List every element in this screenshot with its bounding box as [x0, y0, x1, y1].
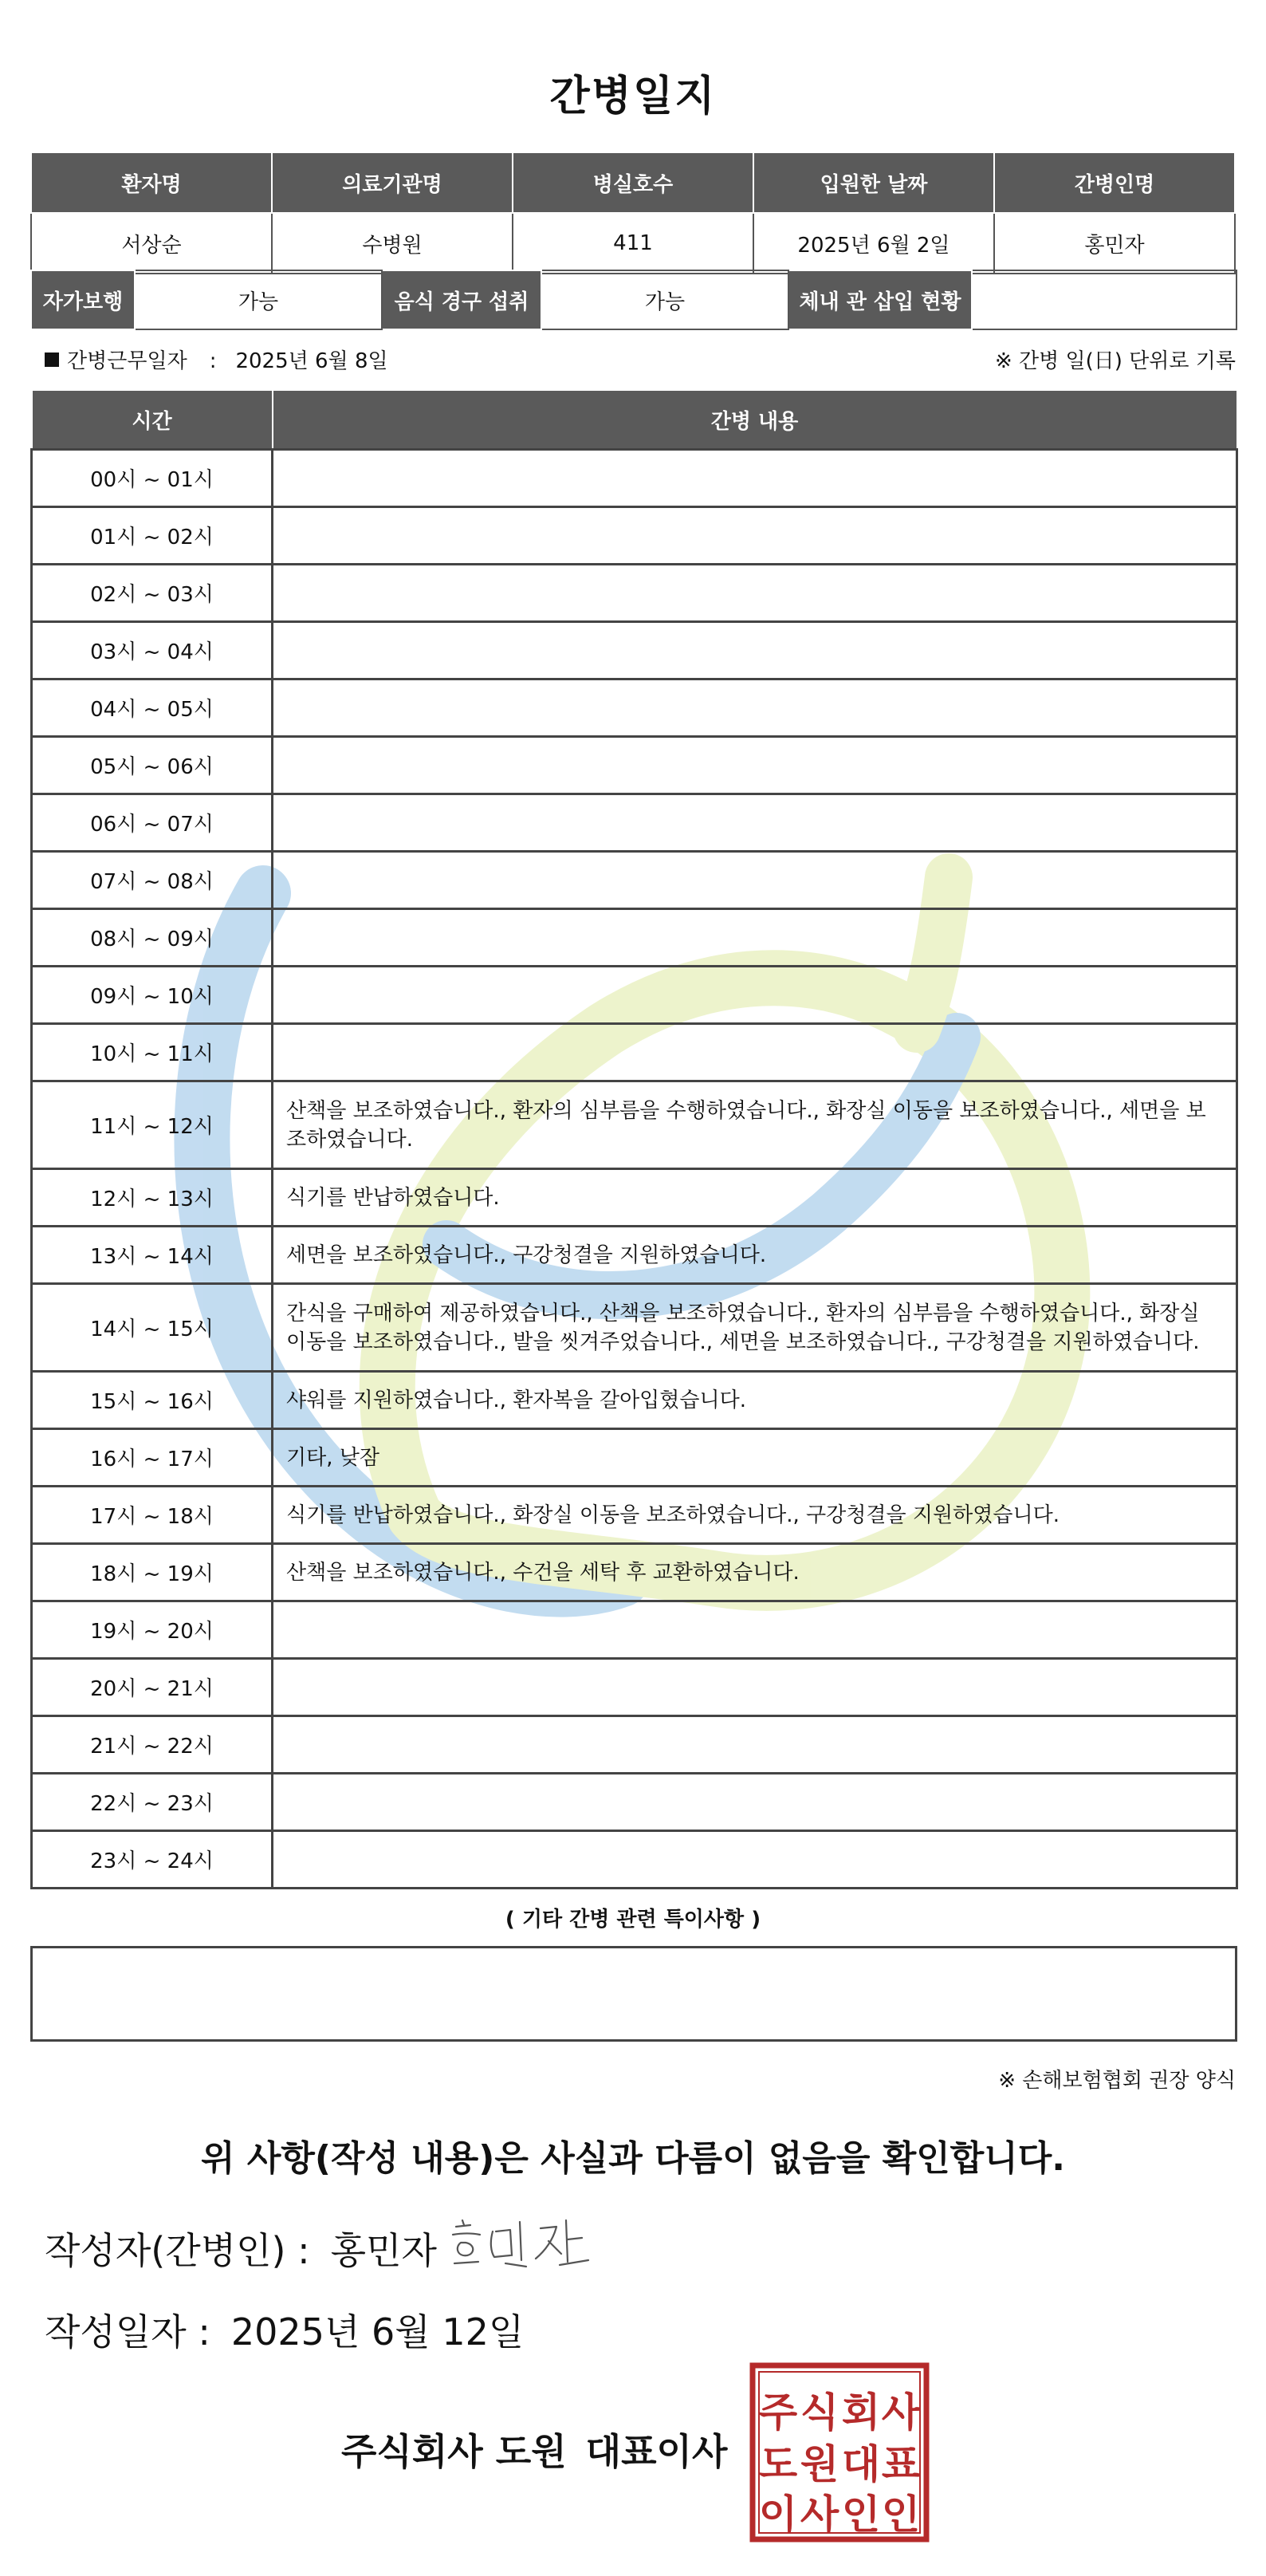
log-time-cell: 03시 ~ 04시 [32, 622, 273, 679]
log-content-cell [273, 1024, 1237, 1081]
log-row [32, 1372, 1237, 1429]
log-content-cell [273, 967, 1237, 1024]
log-row [32, 909, 1237, 967]
log-row [32, 1284, 1237, 1372]
log-time-cell: 02시 ~ 03시 [32, 565, 273, 622]
care-log-body [32, 450, 1237, 1889]
form-source-note: ※ 손해보험협회 권장 양식 [998, 2069, 1236, 2093]
care-log-table [30, 389, 1238, 1889]
seal-glyph: 원 [800, 2441, 839, 2487]
written-date-label: 작성일자 : [45, 2310, 210, 2353]
company-line [341, 2423, 727, 2476]
log-row [32, 1831, 1237, 1889]
work-date-colon: : [209, 349, 217, 373]
writer-line [45, 2222, 437, 2275]
seal-glyph: 도 [758, 2441, 798, 2487]
seal-glyph: 표 [881, 2441, 921, 2487]
log-row [32, 1487, 1237, 1544]
log-content-cell [273, 737, 1237, 794]
work-date-value: 2025년 6월 8일 [235, 349, 388, 373]
special-notes-title: ( 기타 간병 관련 특이사항 ) [505, 1908, 761, 1932]
header-caregiver-name: 간병인명 [994, 152, 1235, 213]
log-time-cell: 09시 ~ 10시 [32, 967, 273, 1024]
log-content-cell: 산책을 보조하였습니다., 환자의 심부름을 수행하였습니다., 화장실 이동을 보조하였습니다., 세면을 보조하였습니다. [273, 1081, 1237, 1169]
header-room-number: 병실호수 [513, 152, 753, 213]
log-content-cell [273, 1659, 1237, 1716]
log-time-cell: 17시 ~ 18시 [32, 1487, 273, 1544]
log-time-cell: 00시 ~ 01시 [32, 450, 273, 507]
log-time-cell: 11시 ~ 12시 [32, 1081, 273, 1169]
log-row [32, 507, 1237, 565]
log-content-cell [273, 852, 1237, 909]
log-time-cell: 16시 ~ 17시 [32, 1429, 273, 1487]
writer-label: 작성자(간병인) : [45, 2229, 310, 2272]
log-row [32, 967, 1237, 1024]
log-row [32, 1774, 1237, 1831]
log-time-cell: 08시 ~ 09시 [32, 909, 273, 967]
seal-glyph: 인 [841, 2491, 881, 2538]
log-row [32, 1544, 1237, 1601]
seal-glyph: 사 [800, 2491, 839, 2538]
document-title: 간병일지 [549, 73, 717, 120]
seal-glyph: 사 [881, 2389, 921, 2436]
log-row [32, 794, 1237, 852]
log-content-cell: 식기를 반납하였습니다., 화장실 이동을 보조하였습니다., 구강청결을 지원하였습니다. [273, 1487, 1237, 1544]
log-time-cell: 12시 ~ 13시 [32, 1169, 273, 1227]
tube-value [972, 270, 1237, 329]
patient-name: 서상순 [31, 213, 272, 274]
log-content-header: 간병 내용 [273, 390, 1237, 450]
log-row [32, 1601, 1237, 1659]
header-hospital-name: 의료기관명 [272, 152, 513, 213]
log-row [32, 1024, 1237, 1081]
log-time-cell: 18시 ~ 19시 [32, 1544, 273, 1601]
log-content-cell [273, 1774, 1237, 1831]
log-content-cell: 샤워를 지원하였습니다., 환자복을 갈아입혔습니다. [273, 1372, 1237, 1429]
log-content-cell: 산책을 보조하였습니다., 수건을 세탁 후 교환하였습니다. [273, 1544, 1237, 1601]
log-time-cell: 14시 ~ 15시 [32, 1284, 273, 1372]
log-content-cell: 기타, 낮잠 [273, 1429, 1237, 1487]
log-content-cell [273, 1831, 1237, 1889]
header-patient-name: 환자명 [31, 152, 272, 213]
log-time-cell: 07시 ~ 08시 [32, 852, 273, 909]
log-content-cell [273, 1601, 1237, 1659]
record-unit-note: ※ 간병 일(日) 단위로 기록 [994, 349, 1236, 373]
log-content-cell [273, 507, 1237, 565]
log-row [32, 622, 1237, 679]
log-time-cell: 20시 ~ 21시 [32, 1659, 273, 1716]
log-content-cell [273, 909, 1237, 967]
seal-glyph: 인 [881, 2491, 921, 2538]
log-content-cell [273, 794, 1237, 852]
patient-info-table [30, 152, 1236, 274]
log-row [32, 1169, 1237, 1227]
special-notes-box [30, 1946, 1237, 2042]
log-time-cell: 15시 ~ 16시 [32, 1372, 273, 1429]
log-time-cell: 13시 ~ 14시 [32, 1227, 273, 1284]
handwritten-signature [446, 2216, 606, 2271]
work-date-label: 간병근무일자 [67, 349, 187, 373]
log-row [32, 450, 1237, 507]
square-bullet-icon [45, 353, 59, 367]
log-row [32, 737, 1237, 794]
company-seal-stamp [749, 2362, 930, 2543]
caregiver-name: 홍민자 [994, 213, 1235, 274]
seal-glyph: 이 [758, 2491, 798, 2538]
log-content-cell [273, 622, 1237, 679]
log-time-cell: 05시 ~ 06시 [32, 737, 273, 794]
patient-status-table [30, 270, 1237, 330]
company-name: 주식회사 도원 [341, 2430, 567, 2473]
company-role: 대표이사 [585, 2430, 728, 2473]
written-date-value: 2025년 6월 12일 [230, 2310, 525, 2353]
eating-value: 가능 [541, 270, 788, 329]
log-row [32, 852, 1237, 909]
eating-label: 음식 경구 섭취 [382, 270, 541, 329]
log-content-cell [273, 565, 1237, 622]
log-time-cell: 10시 ~ 11시 [32, 1024, 273, 1081]
hospital-name: 수병원 [272, 213, 513, 274]
seal-glyph: 회 [841, 2389, 881, 2436]
log-content-cell: 식기를 반납하였습니다. [273, 1169, 1237, 1227]
log-row [32, 1716, 1237, 1774]
seal-glyph: 주 [758, 2389, 798, 2436]
log-time-cell: 23시 ~ 24시 [32, 1831, 273, 1889]
log-time-cell: 01시 ~ 02시 [32, 507, 273, 565]
log-row [32, 1081, 1237, 1169]
log-time-cell: 22시 ~ 23시 [32, 1774, 273, 1831]
room-number: 411 [513, 213, 753, 274]
tube-label: 체내 관 삽입 현황 [788, 270, 972, 329]
log-time-cell: 19시 ~ 20시 [32, 1601, 273, 1659]
seal-glyph: 대 [841, 2441, 881, 2487]
log-content-cell [273, 679, 1237, 737]
admission-date: 2025년 6월 2일 [753, 213, 994, 274]
header-admission-date: 입원한 날짜 [753, 152, 994, 213]
confirmation-statement: 위 사항(작성 내용)은 사실과 다름이 없음을 확인합니다. [201, 2138, 1065, 2179]
log-content-cell: 간식을 구매하여 제공하였습니다., 산책을 보조하였습니다., 환자의 심부름을 수행하였습니다., 화장실 이동을 보조하였습니다., 발을 씻겨주었습니다., 세면을 보조하였습니다., 구강청결을 지원하였습니다. [273, 1284, 1237, 1372]
log-time-cell: 21시 ~ 22시 [32, 1716, 273, 1774]
log-row [32, 1429, 1237, 1487]
log-row [32, 1227, 1237, 1284]
log-time-cell: 04시 ~ 05시 [32, 679, 273, 737]
log-content-cell [273, 1716, 1237, 1774]
seal-glyph: 식 [800, 2389, 839, 2436]
log-time-cell: 06시 ~ 07시 [32, 794, 273, 852]
log-content-cell: 세면을 보조하였습니다., 구강청결을 지원하였습니다. [273, 1227, 1237, 1284]
walking-value: 가능 [135, 270, 382, 329]
log-row [32, 565, 1237, 622]
work-date-line [45, 345, 388, 374]
writer-name: 홍민자 [330, 2229, 437, 2272]
log-row [32, 679, 1237, 737]
log-content-cell [273, 450, 1237, 507]
written-date-line [45, 2303, 524, 2356]
walking-label: 자가보행 [31, 270, 135, 329]
log-time-header: 시간 [32, 390, 273, 450]
log-row [32, 1659, 1237, 1716]
